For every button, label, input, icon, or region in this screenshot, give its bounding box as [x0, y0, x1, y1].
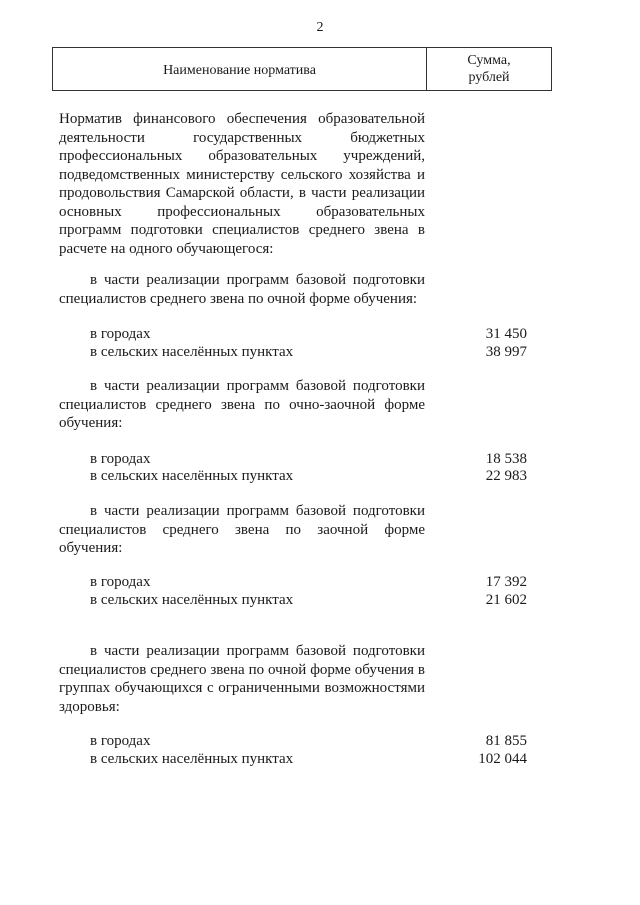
section-title: в части реализации программ базовой подготовки специалистов среднего звена по очной форме обучения:: [59, 272, 425, 307]
column-header-sum: [427, 48, 551, 90]
row-amount: 102 044: [478, 751, 527, 767]
row-amount: 31 450: [485, 326, 527, 342]
section-title: в части реализации программ базовой подготовки специалистов среднего звена по очно-заочной форме обучения:: [59, 378, 425, 431]
main-norm-description: Норматив финансового обеспечения образовательной деятельности государственных бюджетных профессиональных образовательных учреждений, подведомственных министерству сельского хозяйства и продовольствия Самарской области, в части реализации основных профессиональных образовательных программ подготовки специалистов среднего звена в расчете на одного обучающегося:: [59, 111, 425, 257]
section-title: в части реализации программ базовой подготовки специалистов среднего звена по очной форме обучения в группах обучающихся с ограниченными возможностями здоровья:: [59, 643, 425, 715]
column-header-sum-line1: Сумма,: [467, 53, 511, 68]
column-header-name: Наименование норматива: [53, 48, 427, 90]
row-label: в городах: [90, 326, 151, 342]
row-amount: 22 983: [485, 468, 527, 484]
page-number: 2: [316, 20, 324, 35]
row-label: в городах: [90, 733, 151, 749]
row-amount: 38 997: [485, 344, 527, 360]
row-label: в сельских населённых пунктах: [90, 344, 294, 360]
row-amount: 81 855: [485, 733, 527, 749]
row-label: в городах: [90, 451, 151, 467]
row-label: в городах: [90, 574, 151, 590]
column-header-sum-line2: рублей: [468, 70, 510, 85]
row-label: в сельских населённых пунктах: [90, 751, 294, 767]
row-amount: 21 602: [485, 592, 527, 608]
row-label: в сельских населённых пунктах: [90, 468, 294, 484]
table-header: [52, 47, 552, 91]
row-label: в сельских населённых пунктах: [90, 592, 294, 608]
row-amount: 17 392: [485, 574, 527, 590]
row-amount: 18 538: [485, 451, 527, 467]
section-title: в части реализации программ базовой подготовки специалистов среднего звена по заочной форме обучения:: [59, 503, 425, 556]
